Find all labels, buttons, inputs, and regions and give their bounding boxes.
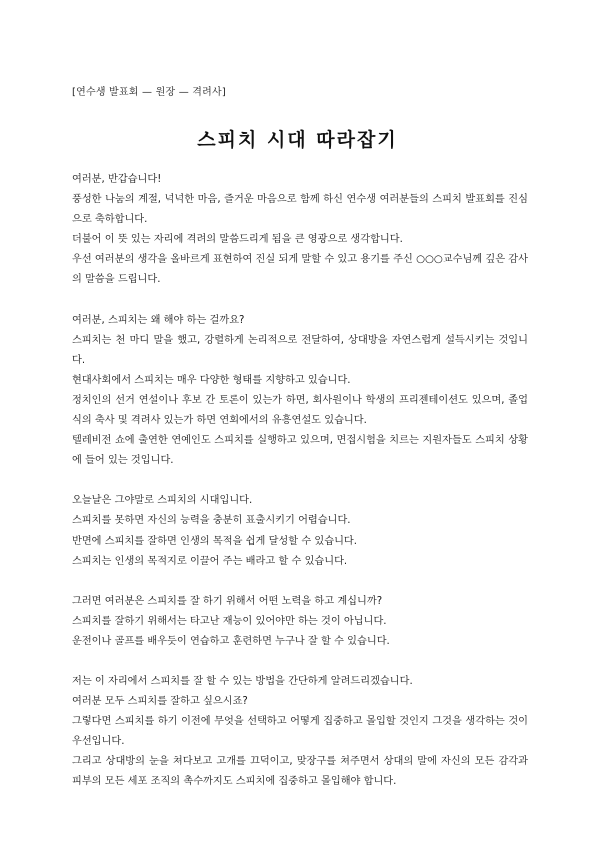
text-line: 텔레비전 쇼에 출연한 연예인도 스피치를 실행하고 있으며, 면접시험을 치르는 지원자들도 스피치 상황에 들어 있는 것입니다. <box>72 435 528 467</box>
text-line: 현대사회에서 스피치는 매우 다양한 형태를 지향하고 있습니다. <box>72 374 351 386</box>
text-line: 정치인의 선거 연설이나 후보 간 토론이 있는가 하면, 회사원이나 학생의 프리젠테이션도 있으며, 졸업식의 축사 및 격려사 있는가 하면 연회에서의 유흥연설도 있습니다. <box>72 394 528 427</box>
document-subtitle: [연수생 발표회 — 원장 — 격려사] <box>72 87 226 98</box>
text-line: 저는 이 자리에서 스피치를 잘 할 수 있는 방법을 간단하게 알려드리겠습니다. <box>72 675 413 687</box>
paragraph-effort <box>72 592 528 652</box>
text-line: 스피치는 천 마디 말을 했고, 강렬하게 논리적으로 전달하여, 상대방을 자연스럽게 설득시키는 것입니다. <box>72 334 528 366</box>
text-line: 여러분, 스피치는 왜 해야 하는 걸까요? <box>72 314 245 326</box>
text-line: 그리고 상대방의 눈을 쳐다보고 고개를 끄덕이고, 맞장구를 쳐주면서 상대의 말에 자신의 모든 감각과 피부의 모든 세포 조직의 촉수까지도 스피치에 집중하고 몰입해야 합니다. <box>72 756 528 788</box>
text-line: 그렇다면 스피치를 하기 이전에 무엇을 선택하고 어떻게 집중하고 몰입할 것인지 그것을 생각하는 것이 우선입니다. <box>72 716 528 748</box>
paragraph-why-speech <box>72 311 528 472</box>
text-line: 스피치를 못하면 자신의 능력을 충분히 표출시키기 어렵습니다. <box>72 515 351 527</box>
paragraph-speech-era <box>72 491 528 571</box>
text-line: 여러분 모두 스피치를 잘하고 싶으시죠? <box>72 696 248 708</box>
text-line: 오늘날은 그야말로 스피치의 시대입니다. <box>72 495 253 507</box>
text-line: 스피치는 인생의 목적지로 이끌어 주는 배라고 할 수 있습니다. <box>72 555 348 567</box>
text-line: 운전이나 골프를 배우듯이 연습하고 훈련하면 누구나 잘 할 수 있습니다. <box>72 635 390 647</box>
text-line: 더불어 이 뜻 있는 자리에 격려의 말씀드리게 됨을 큰 영광으로 생각합니다. <box>72 234 403 246</box>
text-line: 풍성한 나눔의 계절, 넉넉한 마음, 즐거운 마음으로 함께 하신 연수생 여러분들의 스피치 발표회를 진심으로 축하합니다. <box>72 194 528 226</box>
paragraph-method <box>72 672 528 793</box>
text-line: 스피치를 잘하기 위해서는 타고난 재능이 있어야만 하는 것이 아닙니다. <box>72 615 387 627</box>
document-title: 스피치 시대 따라잡기 <box>197 129 398 151</box>
text-line: 반면에 스피치를 잘하면 인생의 목적을 쉽게 달성할 수 있습니다. <box>72 535 358 547</box>
text-line: 우선 여러분의 생각을 올바르게 표현하여 진실 되게 말할 수 있고 용기를 주신 ○○○교수님께 깊은 감사의 말씀을 드립니다. <box>72 254 528 286</box>
text-line: 여러분, 반갑습니다! <box>72 174 162 185</box>
paragraph-greeting <box>72 170 528 291</box>
document-body <box>72 170 528 813</box>
text-line: 그러면 여러분은 스피치를 잘 하기 위해서 어떤 노력을 하고 계십니까? <box>72 595 383 607</box>
